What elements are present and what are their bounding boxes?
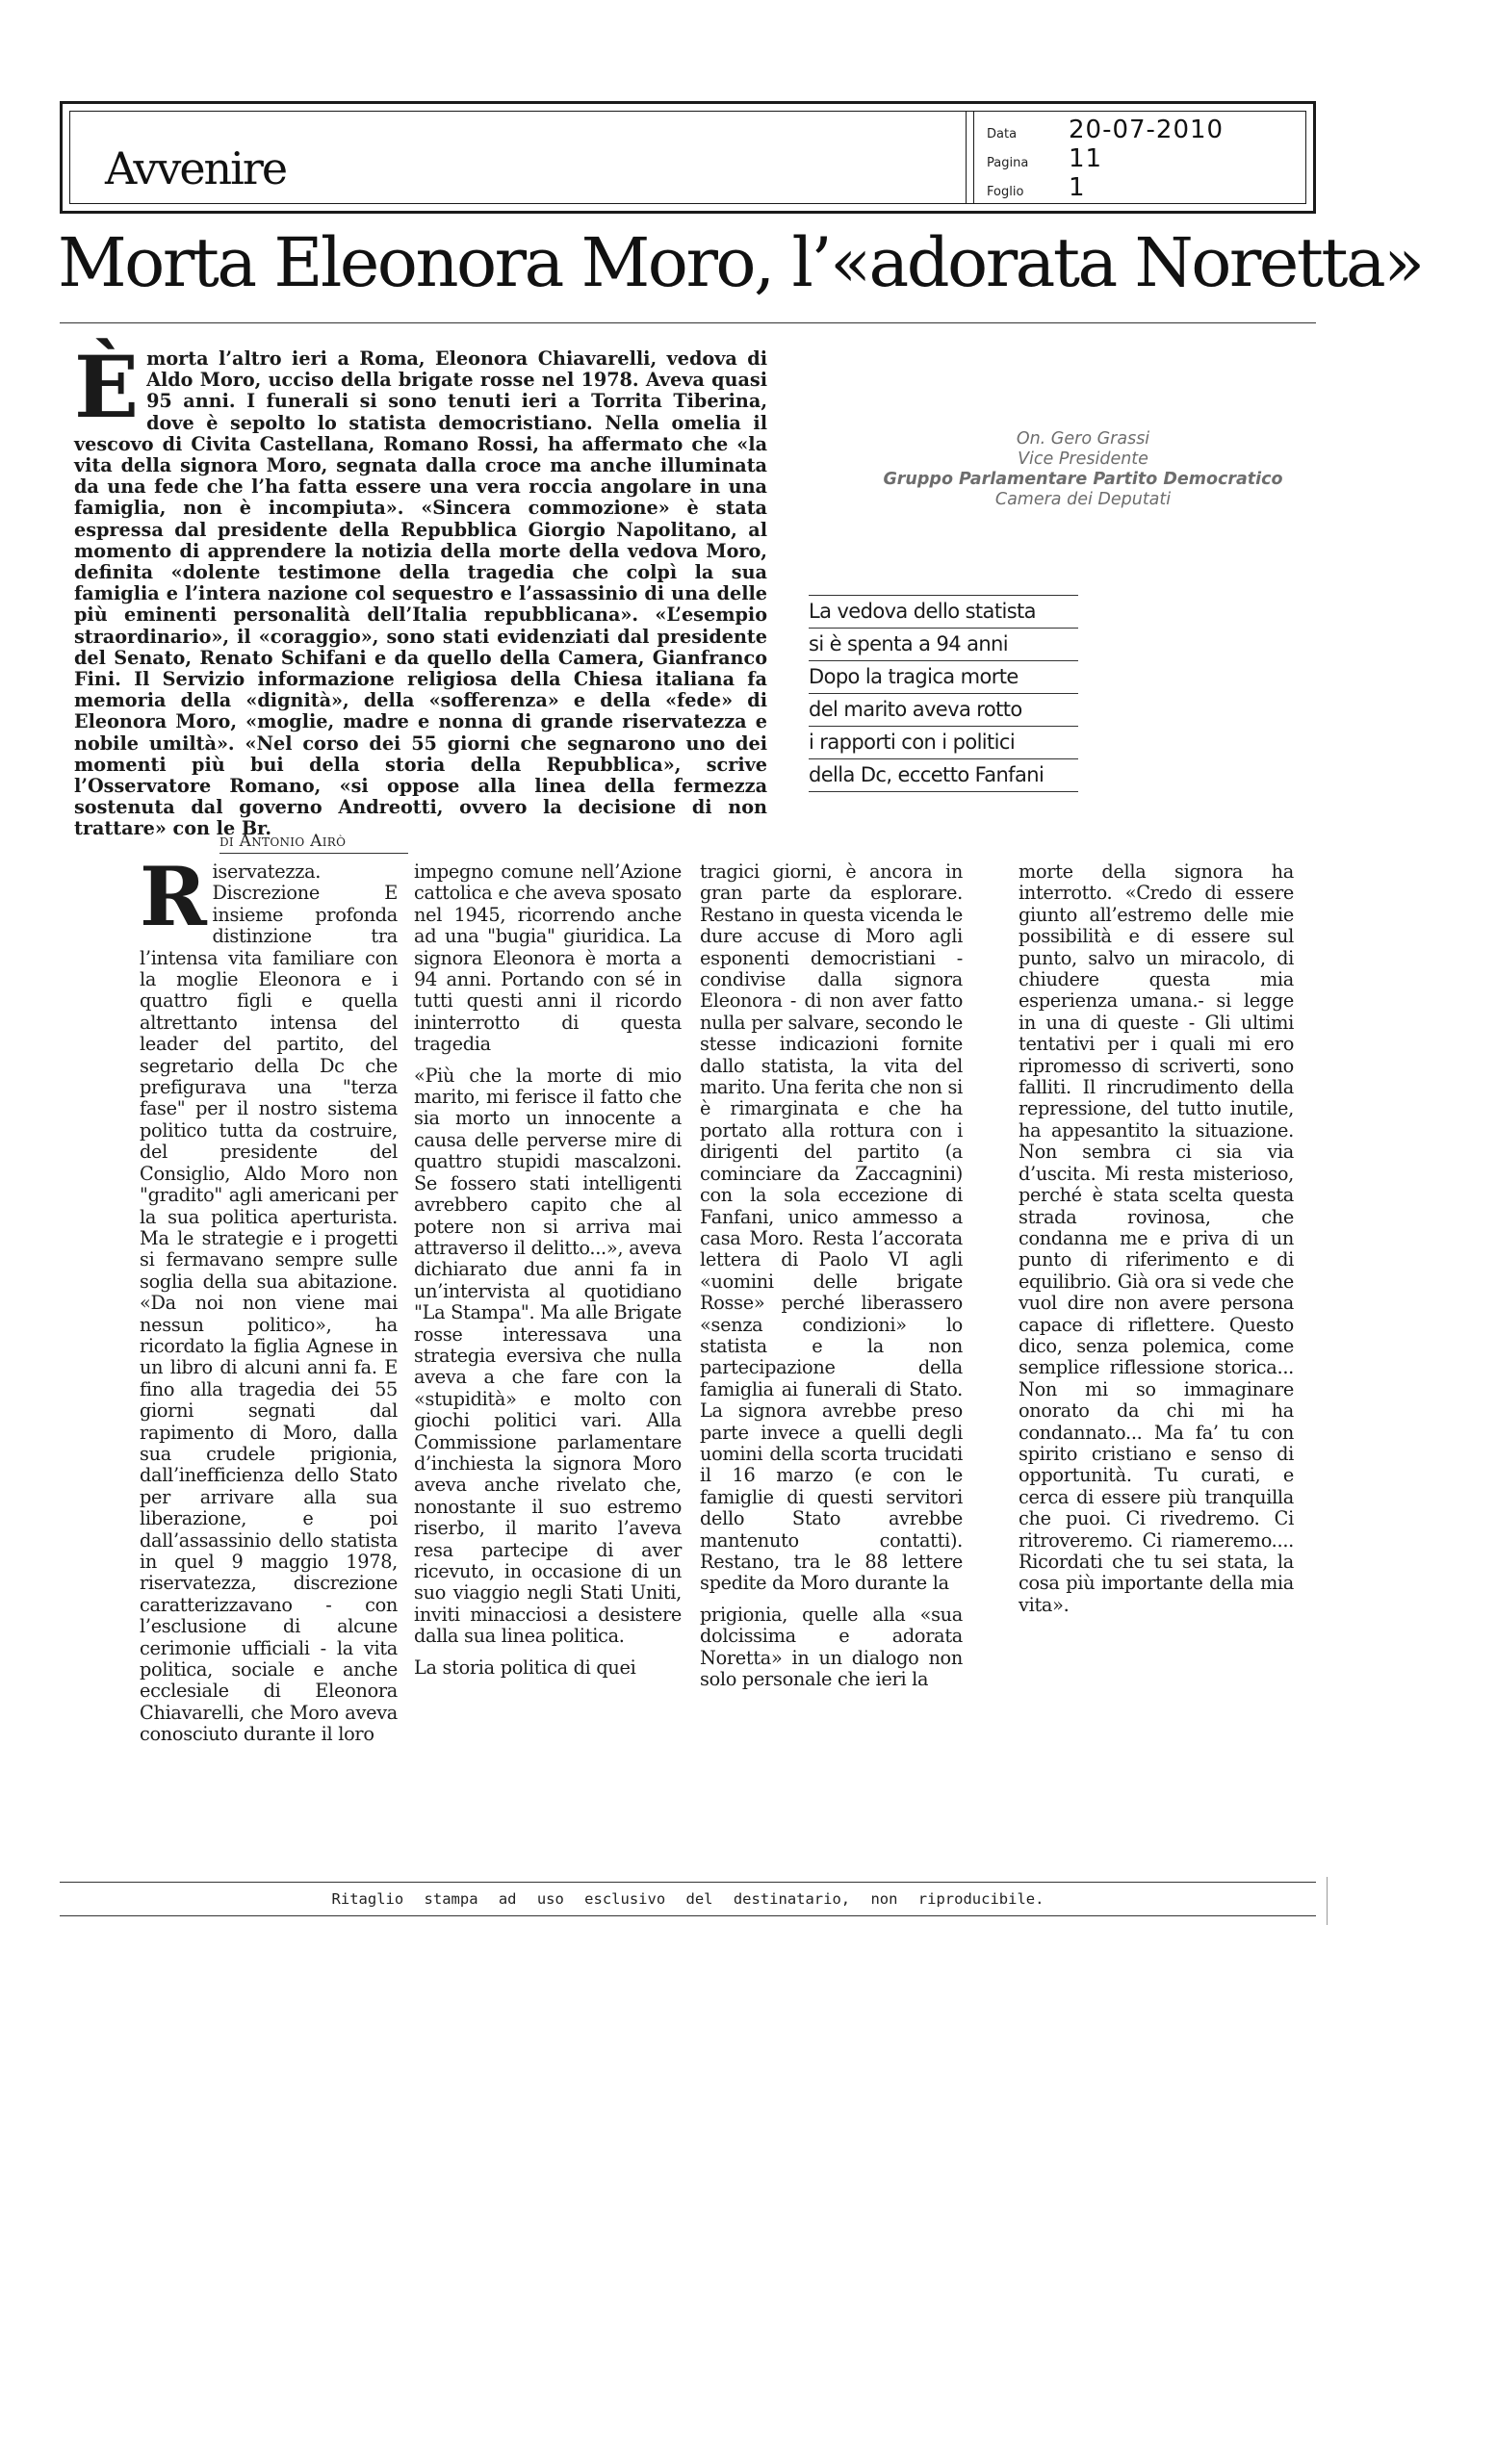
- column-paragraph: [140, 849, 398, 1746]
- body-column-3: [700, 861, 963, 1700]
- author-name: On. Gero Grassi: [1016, 429, 1150, 449]
- page-edge-line: [1327, 1877, 1328, 1925]
- header-divider: [966, 112, 967, 203]
- author-chamber: Camera dei Deputati: [994, 490, 1172, 509]
- pull-quote: [809, 595, 1078, 792]
- column-dropcap: R: [140, 849, 207, 944]
- page-value: 11: [1069, 144, 1103, 173]
- column-text: iservatezza. Discrezione E insieme profonda distinzione tra l’intensa vita familiare con la moglie Eleonora e i quattro figli e quella altrettanto intensa del leader del partito, del segretario della Dc che prefigurava una "terza fase" per il nostro sistema politico tutta da costruire, del presidente del Consiglio, Aldo Moro non "gradito" agli americani per la sua politica aperturista. Ma le strategie e i progetti si fermavano sempre sulle soglia della sua abitazione. «Da noi non viene mai nessun politico», ha ricordato la figlia Agnese in un libro di alcuni anni fa. E fino alla tragedia dei 55 giorni segnati dal rapimento di Moro, dalla sua crudele prigionia, dall’inefficienza dello Stato per arrivare alla sua liberazione, e poi dall’assassinio dello statista in quel 9 maggio 1978, riservatezza, discrezione caratterizzavano - con l’esclusione di alcune cerimonie ufficiali - la vita politica, sociale e anche ecclesiale di Eleonora Chiavarelli, che Moro aveva conosciuto durante il loro: [140, 860, 398, 1746]
- column-paragraph: tragici giorni, è ancora in gran parte da esplorare. Restano in questa vicenda le dure accuse di Moro agli esponenti democristiani - condivise dalla signora Eleonora - di non aver fatto nulla per salvare, secondo le stesse indicazioni fornite dallo statista, la vita del marito. Una ferita che non si è rimarginata e che ha portato alla rottura con i dirigenti del partito (a cominciare da Zaccagnini) con la sola eccezione di Fanfani, unico ammesso a casa Moro. Resta l’accorata lettera di Paolo VI agli «uomini delle brigate Rosse» perché liberassero «senza condizioni» lo statista e la non partecipazione della famiglia ai funerali di Stato. La signora avrebbe preso parte invece a quelli degli uomini della scorta trucidati il 16 marzo (e con le famiglie di questi servitori dello Stato avrebbe mantenuto contatti). Restano, tra le 88 lettere spedite da Moro durante la: [700, 860, 963, 1595]
- pull-quote-line: si è spenta a 94 anni: [809, 629, 1078, 661]
- byline-rule: [219, 853, 408, 854]
- author-role: Vice Presidente: [1018, 449, 1148, 469]
- pull-quote-line: della Dc, eccetto Fanfani: [809, 759, 1078, 792]
- date-row: [987, 116, 1224, 144]
- column-paragraph: impegno comune nell’Azione cattolica e che aveva sposato nel 1945, ricorrendo anche ad una "bugia" giuridica. La signora Eleonora è morta a 94 anni. Portando con sé in tutti questi anni il ricordo ininterrotto di questa tragedia: [414, 860, 682, 1056]
- header-inner-frame: [69, 111, 1306, 204]
- headline-rule: [60, 322, 1316, 323]
- sheet-label: Foglio: [987, 185, 1024, 199]
- pull-quote-line: del marito aveva rotto: [809, 694, 1078, 727]
- pull-quote-line: La vedova dello statista: [809, 595, 1078, 629]
- header-box: [60, 101, 1316, 214]
- body-column-2: [414, 861, 682, 1688]
- pull-quote-line: i rapporti con i politici: [809, 727, 1078, 759]
- author-note: [847, 429, 1319, 510]
- sheet-value: 1: [1069, 173, 1086, 202]
- column-paragraph: «Più che la morte di mio marito, mi ferisce il fatto che sia morto un innocente a causa delle perverse mire di quattro stupidi mascalzoni. Se fossero stati intelligenti avrebbero capito che al potere non si arriva mai attraverso il delitto...», aveva dichiarato due anni fa in un’intervista al quotidiano "La Stampa". Ma alle Brigate rosse interessava una strategia eversiva che nulla aveva a che fare con la «stupidità» e molto con giochi politici vari. Alla Commissione parlamentare d’inchiesta la signora Moro aveva anche rivelato che, nonostante il suo estremo riserbo, il marito l’aveva resa partecipe di aver ricevuto, in occasione di un suo viaggio negli Stati Uniti, inviti minacciosi a desistere dalla sua linea politica.: [414, 1064, 682, 1648]
- column-paragraph: prigionia, quelle alla «sua dolcissima e adorata Noretta» in un dialogo non solo personale che ieri la: [700, 1603, 963, 1691]
- pull-quote-line: Dopo la tragica morte: [809, 661, 1078, 694]
- footer-disclaimer: Ritaglio stampa ad uso esclusivo del destinatario, non riproducibile.: [60, 1882, 1316, 1916]
- date-label: Data: [987, 127, 1018, 141]
- lead-text: morta l’altro ieri a Roma, Eleonora Chiavarelli, vedova di Aldo Moro, ucciso della brigate rosse nel 1978. Aveva quasi 95 anni. I funerali si sono tenuti ieri a Torrita Tiberina, dove è sepolto lo statista democristiano. Nella omelia il vescovo di Civita Castellana, Romano Rossi, ha affermato che «la vita della signora Moro, segnata dalla croce ma anche illuminata da una fede che l’ha fatta essere una vera roccia angolare in una famiglia, non è incompiuta». «Sincera commozione» è stata espressa dal presidente della Repubblica Giorgio Napolitano, al momento di apprendere la notizia della morte della vedova Moro, definita «dolente testimone della tragedia che colpì la sua famiglia e l’intera nazione col sequestro e l’assassinio di una delle più eminenti personalità dell’Italia repubblicana». «L’esempio straordinario», il «coraggio», sono stati evidenziati dal presidente del Senato, Renato Schifani e da quello della Camera, Gianfranco Fini. Il Servizio informazione religiosa della Chiesa italiana fa memoria della «dignità», della «sofferenza» e della «fede» di Eleonora Moro, «moglie, madre e nonna di grande riservatezza e nobile umiltà». «Nel corso dei 55 giorni che segnarono uno dei momenti più bui della storia della Repubblica», scrive l’Osservatore Romano, «si oppose alla linea della fermezza sostenuta dal governo Andreotti, ovvero la decisione di non trattare» con le Br.: [74, 347, 767, 840]
- lead-paragraph: [74, 337, 767, 840]
- body-column-1: [140, 849, 398, 1756]
- body-column-4: [1019, 861, 1294, 1626]
- column-paragraph: La storia politica di quei: [414, 1656, 636, 1679]
- lead-dropcap: È: [74, 337, 140, 437]
- date-value: 20-07-2010: [1069, 116, 1225, 144]
- page-row: [987, 144, 1102, 173]
- author-group: Gruppo Parlamentare Partito Democratico: [883, 470, 1283, 489]
- article-headline: Morta Eleonora Moro, l’«adorata Noretta»: [58, 223, 1423, 302]
- page-label: Pagina: [987, 156, 1029, 170]
- header-divider: [973, 112, 974, 203]
- sheet-row: [987, 173, 1086, 202]
- byline: di Antonio Airò: [219, 832, 347, 851]
- column-paragraph: morte della signora ha interrotto. «Credo di essere giunto all’estremo delle mie possibilità e di essere sul punto, salvo un miracolo, di chiudere questa mia esperienza umana.- si legge in una di queste - Gli ultimi tentativi per i quali mi ero ripromesso di scriverti, sono falliti. Il rincrudimento della repressione, del tutto inutile, ha appesantito la situazione. Non sembra ci sia via d’uscita. Mi resta misterioso, perché è stata scelta questa strada rovinosa, che condanna me e priva di un punto di riferimento e di equilibrio. Già ora si vede che vuol dire non avere persona capace di riflettere. Questo dico, senza polemica, come semplice riflessione storica... Non mi so immaginare onorato da chi mi ha condannato... Ma fa’ tu con spirito cristiano e senso di opportunità. Tu curati, e cerca di essere più tranquilla che puoi. Ci rivedremo. Ci ritroveremo. Ci riameremo.... Ricordati che tu sei stata, la cosa più importante della mia vita».: [1019, 860, 1294, 1616]
- newspaper-masthead: Avvenire: [105, 142, 287, 194]
